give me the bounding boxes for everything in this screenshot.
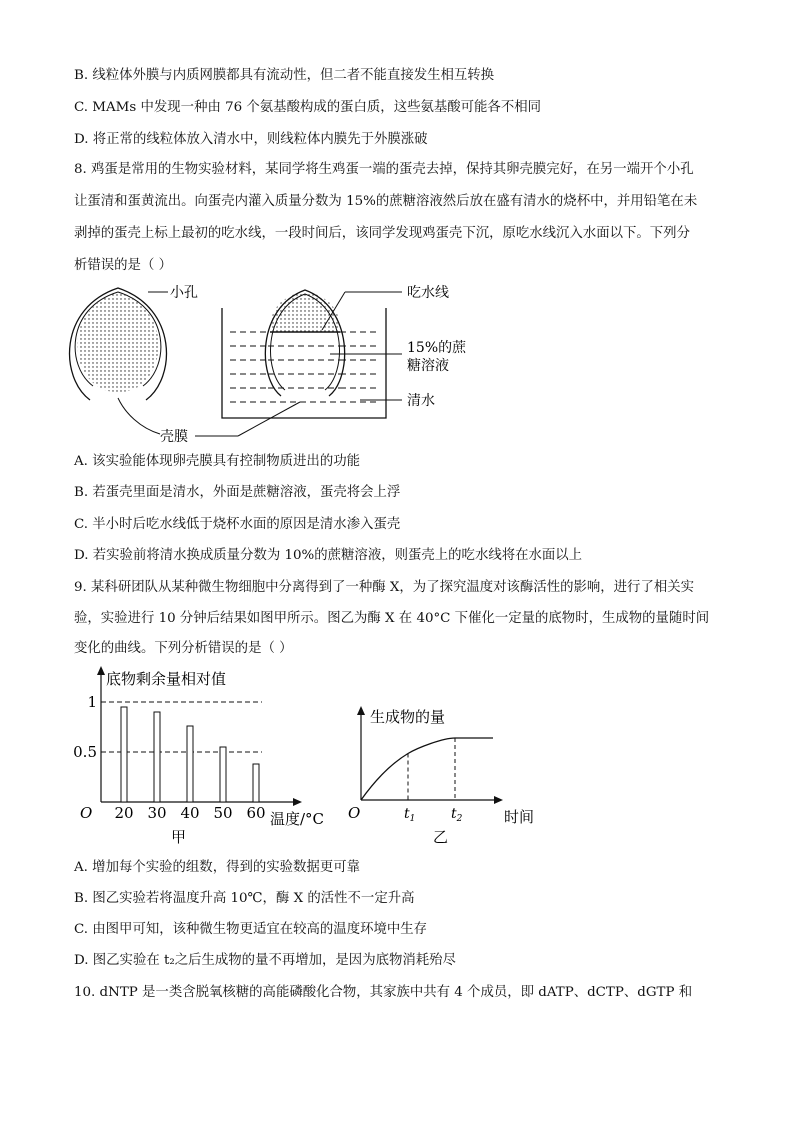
yi-xlabel: 时间	[504, 808, 535, 826]
yi-xtick-label: $t_1$	[404, 806, 416, 824]
q9-stem-line-2: 验，实验进行 10 分钟后结果如图甲所示。图乙为酶 X 在 40°C 下催化一定量的底物时，生成物的量随时间	[74, 611, 710, 626]
jia-ylabel: 底物剩余量相对值	[106, 670, 227, 688]
q7-option-c: C. MAMs 中发现一种由 76 个氨基酸构成的蛋白质，这些氨基酸可能各不相同	[74, 100, 541, 115]
yi-y-arrow	[357, 706, 365, 715]
q8-stem-line-4: 析错误的是（ ）	[74, 258, 172, 273]
jia-bar	[220, 747, 226, 802]
q10-stem-line-1: 10. dNTP 是一类含脱氧核糖的高能磷酸化合物，其家族中共有 4 个成员，即 dATP、dCTP、dGTP 和	[74, 985, 693, 1000]
jia-title: 甲	[171, 828, 187, 846]
q7-option-d: D. 将正常的线粒体放入清水中，则线粒体内膜先于外膜涨破	[74, 132, 428, 147]
jia-xtick-label: 50	[213, 804, 233, 822]
jia-xtick-label: 40	[180, 804, 200, 822]
yi-origin: O	[348, 804, 361, 822]
chart-yi	[345, 700, 545, 875]
jia-bar	[253, 764, 259, 802]
jia-bar	[187, 726, 193, 802]
jia-xtick-label: 30	[147, 804, 167, 822]
egg-experiment-figure	[0, 278, 794, 448]
q7-option-b: B. 线粒体外膜与内质网膜都具有流动性，但二者不能直接发生相互转换	[74, 68, 495, 83]
q9-option-b: B. 图乙实验若将温度升高 10℃，酶 X 的活性不一定升高	[74, 891, 415, 906]
jia-origin: O	[80, 804, 93, 822]
q9-option-d: D. 图乙实验在 t₂之后生成物的量不再增加，是因为底物消耗殆尽	[74, 953, 456, 968]
jia-y-arrow	[97, 666, 105, 675]
q8-option-d: D. 若实验前将清水换成质量分数为 10%的蔗糖溶液，则蛋壳上的吃水线将在水面以上	[74, 548, 583, 563]
q8-stem-line-3: 剥掉的蛋壳上标上最初的吃水线，一段时间后，该同学发现鸡蛋壳下沉，原吃水线沉入水面以下。下列分	[74, 226, 690, 241]
q9-stem-line-3: 变化的曲线。下列分析错误的是（ ）	[74, 641, 293, 656]
q8-stem-line-1: 8. 鸡蛋是常用的生物实验材料，某同学将生鸡蛋一端的蛋壳去掉，保持其卵壳膜完好，在另一端开个小孔	[74, 162, 694, 177]
jia-xlabel: 温度/°C	[270, 810, 325, 828]
jia-bar	[154, 712, 160, 802]
jia-x-arrow	[293, 798, 302, 806]
egg-left	[70, 288, 168, 434]
label-water: 清水	[407, 393, 435, 409]
yi-title: 乙	[433, 828, 449, 846]
q9-stem-line-1: 9. 某科研团队从某种微生物细胞中分离得到了一种酶 X，为了探究温度对该酶活性的影响，进行了相关实	[74, 580, 695, 595]
jia-xtick-label: 20	[114, 804, 134, 822]
label-waterline: 吃水线	[407, 285, 449, 301]
label-hole: 小孔	[170, 285, 198, 301]
yi-series-line	[361, 738, 493, 800]
jia-xtick-label: 60	[246, 804, 266, 822]
q8-stem-line-2: 让蛋清和蛋黄流出。向蛋壳内灌入质量分数为 15%的蔗糖溶液然后放在盛有清水的烧杯中，并用铅笔在未	[74, 194, 698, 209]
jia-bar	[121, 707, 127, 802]
q8-option-b: B. 若蛋壳里面是清水，外面是蔗糖溶液，蛋壳将会上浮	[74, 485, 401, 500]
q9-option-a: A. 增加每个实验的组数，得到的实验数据更可靠	[74, 860, 360, 875]
yi-ylabel: 生成物的量	[370, 708, 446, 726]
label-sucrose-1: 15%的蔗	[407, 340, 467, 356]
q8-option-a: A. 该实验能体现卵壳膜具有控制物质进出的功能	[74, 454, 360, 469]
yi-xtick-label: $t_2$	[451, 806, 463, 824]
q9-option-c: C. 由图甲可知，该种微生物更适宜在较高的温度环境中生存	[74, 922, 428, 937]
jia-ytick-label: 0.5	[73, 743, 97, 761]
chart-jia	[70, 660, 325, 850]
label-membrane: 壳膜	[160, 429, 188, 445]
egg-in-beaker	[265, 290, 344, 396]
jia-ytick-label: 1	[87, 693, 97, 711]
label-sucrose-2: 糖溶液	[407, 358, 449, 374]
yi-x-arrow	[494, 796, 503, 804]
q8-option-c: C. 半小时后吃水线低于烧杯水面的原因是清水渗入蛋壳	[74, 517, 401, 532]
